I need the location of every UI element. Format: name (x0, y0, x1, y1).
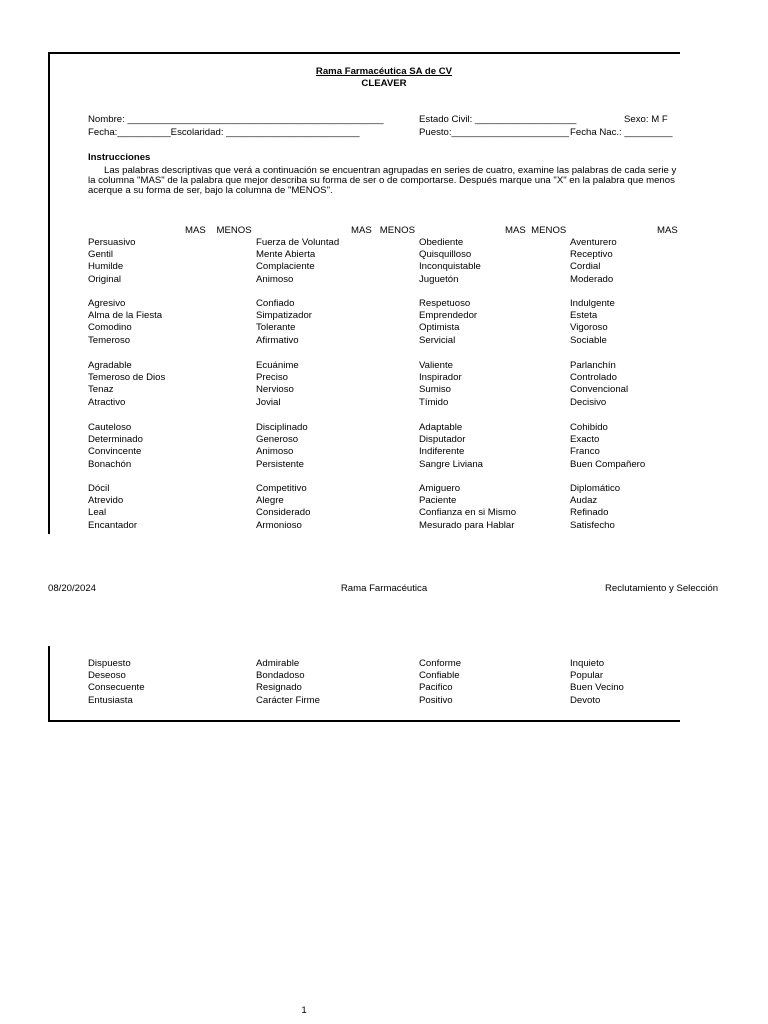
form-title: CLEAVER (361, 78, 407, 89)
word-option[interactable]: Esteta (570, 310, 598, 322)
word-option[interactable]: Alma de la Fiesta (88, 310, 163, 322)
word-option[interactable]: Generoso (256, 434, 299, 446)
word-option[interactable]: Servicial (419, 334, 456, 346)
word-option[interactable]: Diplomático (570, 483, 621, 494)
word-option[interactable]: Refinado (570, 507, 609, 519)
word-option[interactable]: Inquieto (570, 658, 605, 669)
word-option[interactable]: Franco (570, 446, 600, 458)
word-option[interactable]: Positivo (419, 694, 453, 706)
nombre-field[interactable]: Nombre: ________________________________________________ (88, 114, 384, 125)
word-option[interactable]: Cordial (570, 261, 601, 273)
word-option[interactable]: Atrevido (88, 495, 124, 507)
column-header-3: MAS MENOS (505, 225, 567, 236)
word-option[interactable]: Pacifico (419, 682, 453, 694)
word-option[interactable]: Sangre Liviana (419, 458, 484, 470)
word-option[interactable]: Comodino (88, 322, 132, 334)
sexo-field[interactable]: Sexo: M F (624, 114, 668, 125)
word-option[interactable]: Juguetón (419, 273, 459, 285)
word-option[interactable]: Temeroso de Dios (88, 372, 166, 384)
word-option[interactable]: Disputador (419, 434, 466, 446)
page-number: 1 (301, 1005, 307, 1016)
word-option[interactable]: Resignado (256, 682, 302, 694)
estado-civil-field[interactable]: Estado Civil: ___________________ (419, 114, 577, 125)
word-option[interactable]: Bondadoso (256, 670, 305, 682)
word-option[interactable]: Sumiso (419, 384, 451, 396)
puesto-field[interactable]: Puesto:______________________ (419, 127, 569, 138)
word-option[interactable]: Mesurado para Hablar (419, 519, 515, 531)
word-option[interactable]: Buen Compañero (570, 458, 646, 470)
word-option[interactable]: Cauteloso (88, 422, 132, 433)
word-option[interactable]: Decisivo (570, 396, 607, 408)
word-option[interactable]: Vigoroso (570, 322, 608, 334)
word-option[interactable]: Deseoso (88, 670, 126, 682)
word-option[interactable]: Disciplinado (256, 422, 308, 433)
footer-date: 08/20/2024 (48, 583, 97, 594)
instructions-line-2: la columna "MAS" de la palabra que mejor describa su forma de ser o de comportarse. Después marque una "X" en la palabra que menos (88, 175, 675, 186)
word-option[interactable]: Confianza en si Mismo (419, 507, 517, 519)
word-option[interactable]: Considerado (256, 507, 311, 519)
word-option[interactable]: Leal (88, 507, 107, 519)
word-option[interactable]: Inspirador (419, 372, 462, 384)
word-option[interactable]: Jovial (256, 396, 281, 408)
word-option[interactable]: Buen Vecino (570, 682, 624, 694)
word-option[interactable]: Controlado (570, 372, 617, 384)
word-option[interactable]: Atractivo (88, 396, 126, 408)
word-option[interactable]: Satisfecho (570, 519, 615, 531)
word-option[interactable]: Persistente (256, 458, 304, 470)
word-option[interactable]: Respetuoso (419, 298, 471, 309)
word-option[interactable]: Encantador (88, 519, 138, 531)
instructions-line-3: acerque a su forma de ser, bajo la columna de "MENOS". (88, 185, 333, 196)
word-option[interactable]: Ecuánime (256, 360, 299, 371)
column-header-1: MAS MENOS (185, 225, 252, 236)
word-option[interactable]: Animoso (256, 446, 294, 458)
fecha-escolaridad-field[interactable]: Fecha:__________Escolaridad: _________________________ (88, 127, 360, 138)
footer-right: Reclutamiento y Selección (605, 583, 719, 594)
word-option[interactable]: Confiado (256, 298, 295, 309)
word-option[interactable]: Afirmativo (256, 334, 299, 346)
word-option[interactable]: Obediente (419, 237, 464, 248)
word-option[interactable]: Convincente (88, 446, 142, 458)
word-option[interactable]: Entusiasta (88, 694, 133, 706)
word-option[interactable]: Amiguero (419, 483, 461, 494)
word-option[interactable]: Audaz (570, 495, 598, 507)
word-option[interactable]: Exacto (570, 434, 600, 446)
instructions-line-1: Las palabras descriptivas que verá a continuación se encuentran agrupadas en series de cuatro, examine las palabras de cada serie y (104, 165, 677, 176)
word-option[interactable]: Parlanchín (570, 360, 616, 371)
word-option[interactable]: Alegre (256, 495, 284, 507)
word-option[interactable]: Conforme (419, 658, 462, 669)
word-option[interactable]: Emprendedor (419, 310, 478, 322)
word-option[interactable]: Confiable (419, 670, 460, 682)
word-option[interactable]: Armonioso (256, 519, 302, 531)
word-option[interactable]: Determinado (88, 434, 143, 446)
word-option[interactable]: Agradable (88, 360, 132, 371)
column-header-4: MAS (657, 225, 678, 236)
word-option[interactable]: Moderado (570, 273, 614, 285)
word-option[interactable]: Simpatizador (256, 310, 312, 322)
word-option[interactable]: Aventurero (570, 237, 617, 248)
word-option[interactable]: Original (88, 273, 122, 285)
word-option[interactable]: Tenaz (88, 384, 114, 396)
word-option[interactable]: Inconquistable (419, 261, 481, 273)
word-option[interactable]: Tímido (419, 396, 449, 408)
word-option[interactable]: Convencional (570, 384, 629, 396)
word-option[interactable]: Animoso (256, 273, 294, 285)
word-option[interactable]: Tolerante (256, 322, 296, 334)
word-option[interactable]: Bonachón (88, 458, 132, 470)
word-option[interactable]: Popular (570, 670, 604, 682)
word-option[interactable]: Paciente (419, 495, 457, 507)
word-option[interactable]: Humilde (88, 261, 124, 273)
word-option[interactable]: Indiferente (419, 446, 465, 458)
word-option[interactable]: Quisquilloso (419, 249, 472, 261)
company-title: Rama Farmacéutica SA de CV (315, 66, 453, 77)
word-option[interactable]: Mente Abierta (256, 249, 316, 261)
word-option[interactable]: Competitivo (256, 483, 307, 494)
column-header-2: MAS MENOS (351, 225, 415, 236)
word-option[interactable]: Optimista (419, 322, 460, 334)
word-option[interactable]: Gentil (88, 249, 114, 261)
word-option[interactable]: Indulgente (570, 298, 615, 309)
footer-center: Rama Farmacéutica (340, 583, 428, 594)
word-option[interactable]: Persuasivo (88, 237, 136, 248)
word-option[interactable]: Carácter Firme (256, 694, 320, 706)
word-option[interactable]: Valiente (419, 360, 453, 371)
instructions-heading: Instrucciones (88, 152, 151, 163)
word-option[interactable]: Adaptable (419, 422, 463, 433)
word-option[interactable]: Fuerza de Voluntad (256, 237, 340, 248)
word-option[interactable]: Sociable (570, 334, 607, 346)
word-option[interactable]: Receptivo (570, 249, 613, 261)
word-option[interactable]: Dispuesto (88, 658, 131, 669)
word-option[interactable]: Complaciente (256, 261, 315, 273)
word-option[interactable]: Agresivo (88, 298, 126, 309)
word-option[interactable]: Nervioso (256, 384, 294, 396)
word-option[interactable]: Admirable (256, 658, 300, 669)
fecha-nac-field[interactable]: Fecha Nac.: _________ (570, 127, 673, 138)
word-option[interactable]: Dócil (88, 483, 110, 494)
word-option[interactable]: Consecuente (88, 682, 145, 694)
word-option[interactable]: Devoto (570, 694, 601, 706)
word-option[interactable]: Preciso (256, 372, 288, 384)
word-option[interactable]: Cohibido (570, 422, 608, 433)
word-option[interactable]: Temeroso (88, 334, 131, 346)
